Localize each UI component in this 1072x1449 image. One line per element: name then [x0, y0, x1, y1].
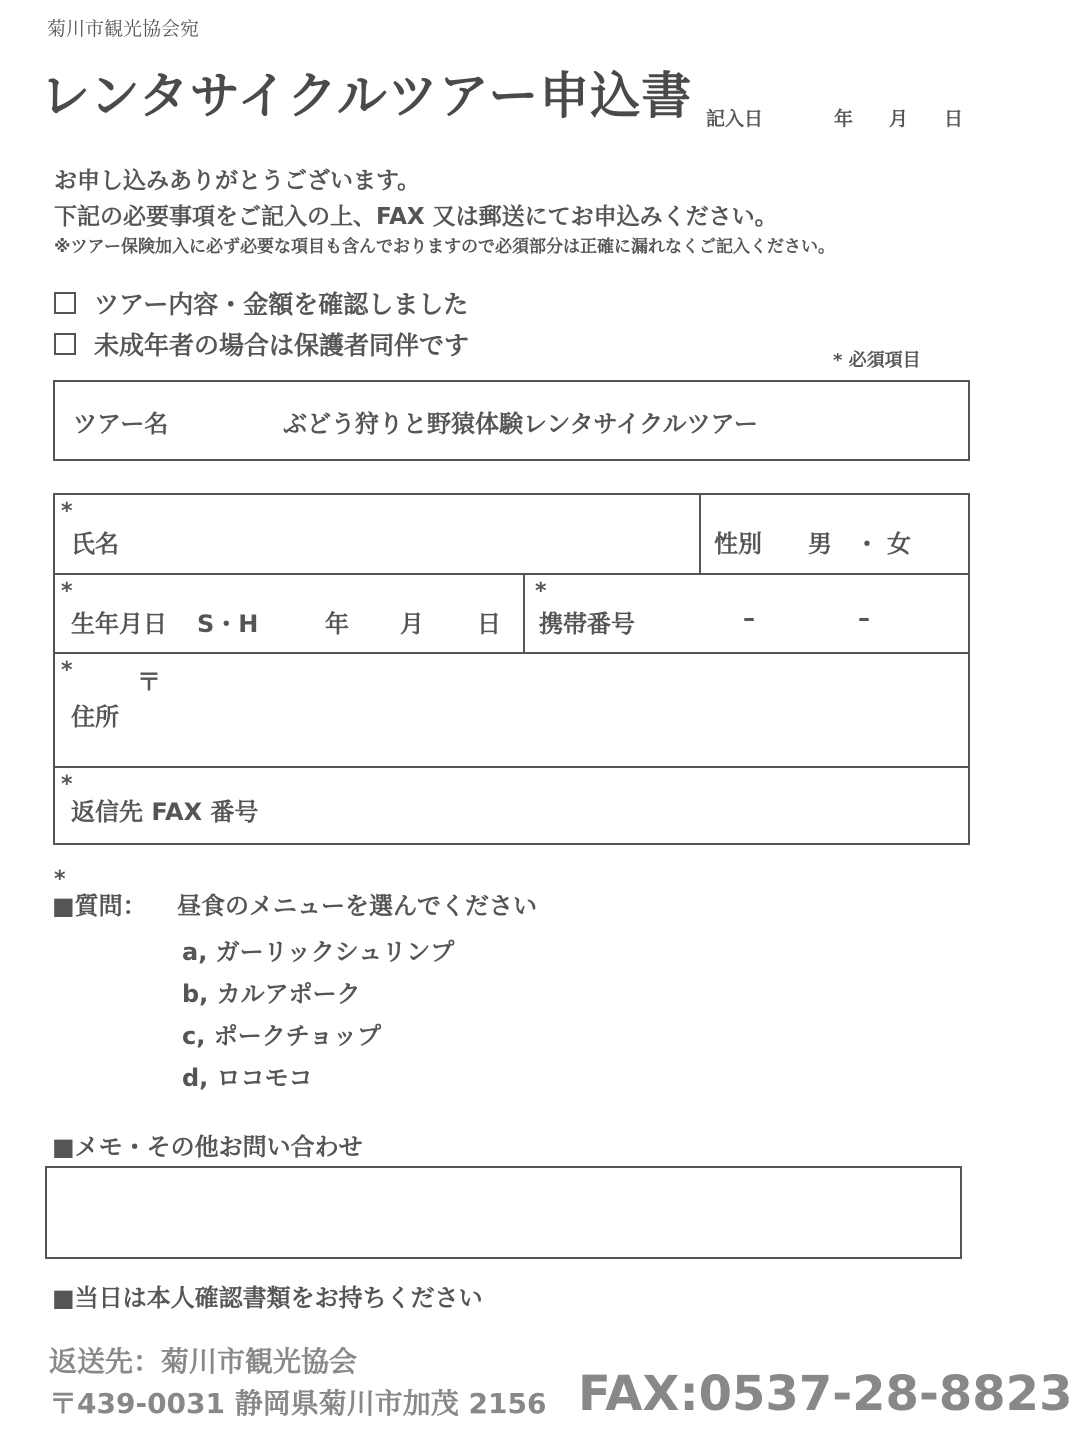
postal-mark: 〒 [137, 668, 161, 696]
intro-line-3: ※ツアー保険加入に必ず必要な項目も含んでおりますので必須部分は正確に漏れなくご記入ください。 [54, 237, 836, 257]
birth-year: 年 [325, 610, 349, 638]
mobile-dash-2: – [858, 604, 870, 632]
question-label: ■質問： [52, 892, 147, 920]
gender-female[interactable]: 女 [887, 530, 911, 558]
lunch-option-b[interactable]: b, カルアポーク [182, 980, 361, 1008]
form-title: レンタサイクルツアー申込書 [40, 67, 693, 125]
entry-date-day: 日 [944, 108, 964, 130]
tour-name-box [53, 380, 970, 461]
lunch-option-c[interactable]: c, ポークチョップ [182, 1022, 381, 1050]
gender-separator: ・ [855, 530, 879, 558]
confirm-tour-row[interactable] [54, 285, 468, 321]
birth-month: 月 [400, 610, 424, 638]
birth-day: 日 [477, 610, 501, 638]
lunch-option-d[interactable]: d, ロコモコ [182, 1064, 313, 1092]
gender-male[interactable]: 男 [808, 530, 832, 558]
confirm-tour-checkbox[interactable] [54, 292, 76, 314]
tour-name-value: ぶどう狩りと野猿体験レンタサイクルツアー [283, 410, 758, 438]
name-cell[interactable] [55, 495, 699, 573]
entry-date-month: 月 [889, 108, 909, 130]
return-destination: 返送先：菊川市観光協会 [49, 1345, 358, 1378]
birth-era: S・H [197, 610, 259, 638]
gender-cell[interactable] [701, 495, 970, 573]
minor-guardian-checkbox[interactable] [54, 333, 76, 355]
reply-fax-cell[interactable] [55, 768, 970, 845]
required-mark: * [61, 658, 73, 683]
gender-label: 性別 [714, 530, 762, 558]
fax-number: FAX:0537-28-8823 [578, 1366, 1072, 1422]
birthdate-cell[interactable] [55, 575, 523, 652]
entry-date-label: 記入日 [706, 108, 764, 130]
required-mark: * [54, 867, 66, 892]
birthdate-label: 生年月日 [71, 610, 167, 638]
address-cell[interactable] [55, 654, 970, 766]
mobile-cell[interactable] [525, 575, 970, 652]
mobile-dash-1: – [743, 604, 755, 632]
applicant-table [53, 493, 970, 845]
reply-fax-label: 返信先 FAX 番号 [71, 798, 259, 826]
id-notice: ■当日は本人確認書類をお持ちください [52, 1284, 483, 1312]
memo-box[interactable] [45, 1166, 962, 1259]
confirm-tour-label: ツアー内容・金額を確認しました [94, 290, 469, 319]
entry-date-year: 年 [834, 108, 854, 130]
required-mark: * [61, 772, 73, 797]
mobile-label: 携帯番号 [539, 610, 635, 638]
address-label: 住所 [71, 703, 119, 731]
minor-guardian-label: 未成年者の場合は保護者同伴です [94, 331, 470, 360]
question-text: 昼食のメニューを選んでください [177, 892, 537, 920]
intro-line-1: お申し込みありがとうございます。 [54, 168, 421, 194]
lunch-option-a[interactable]: a, ガーリックシュリンプ [182, 938, 455, 966]
name-label: 氏名 [71, 530, 119, 558]
required-mark: * [535, 579, 547, 604]
memo-label: ■メモ・その他お問い合わせ [52, 1133, 363, 1161]
tour-name-label: ツアー名 [73, 410, 169, 438]
required-mark: * [61, 579, 73, 604]
minor-guardian-row[interactable] [54, 326, 469, 362]
addressee: 菊川市観光協会宛 [47, 18, 200, 40]
return-address: 〒439-0031 静岡県菊川市加茂 2156 [49, 1387, 547, 1420]
intro-line-2: 下記の必要事項をご記入の上、FAX 又は郵送にてお申込みください。 [54, 204, 778, 230]
required-note: * 必須項目 [833, 350, 921, 371]
required-mark: * [61, 499, 73, 524]
